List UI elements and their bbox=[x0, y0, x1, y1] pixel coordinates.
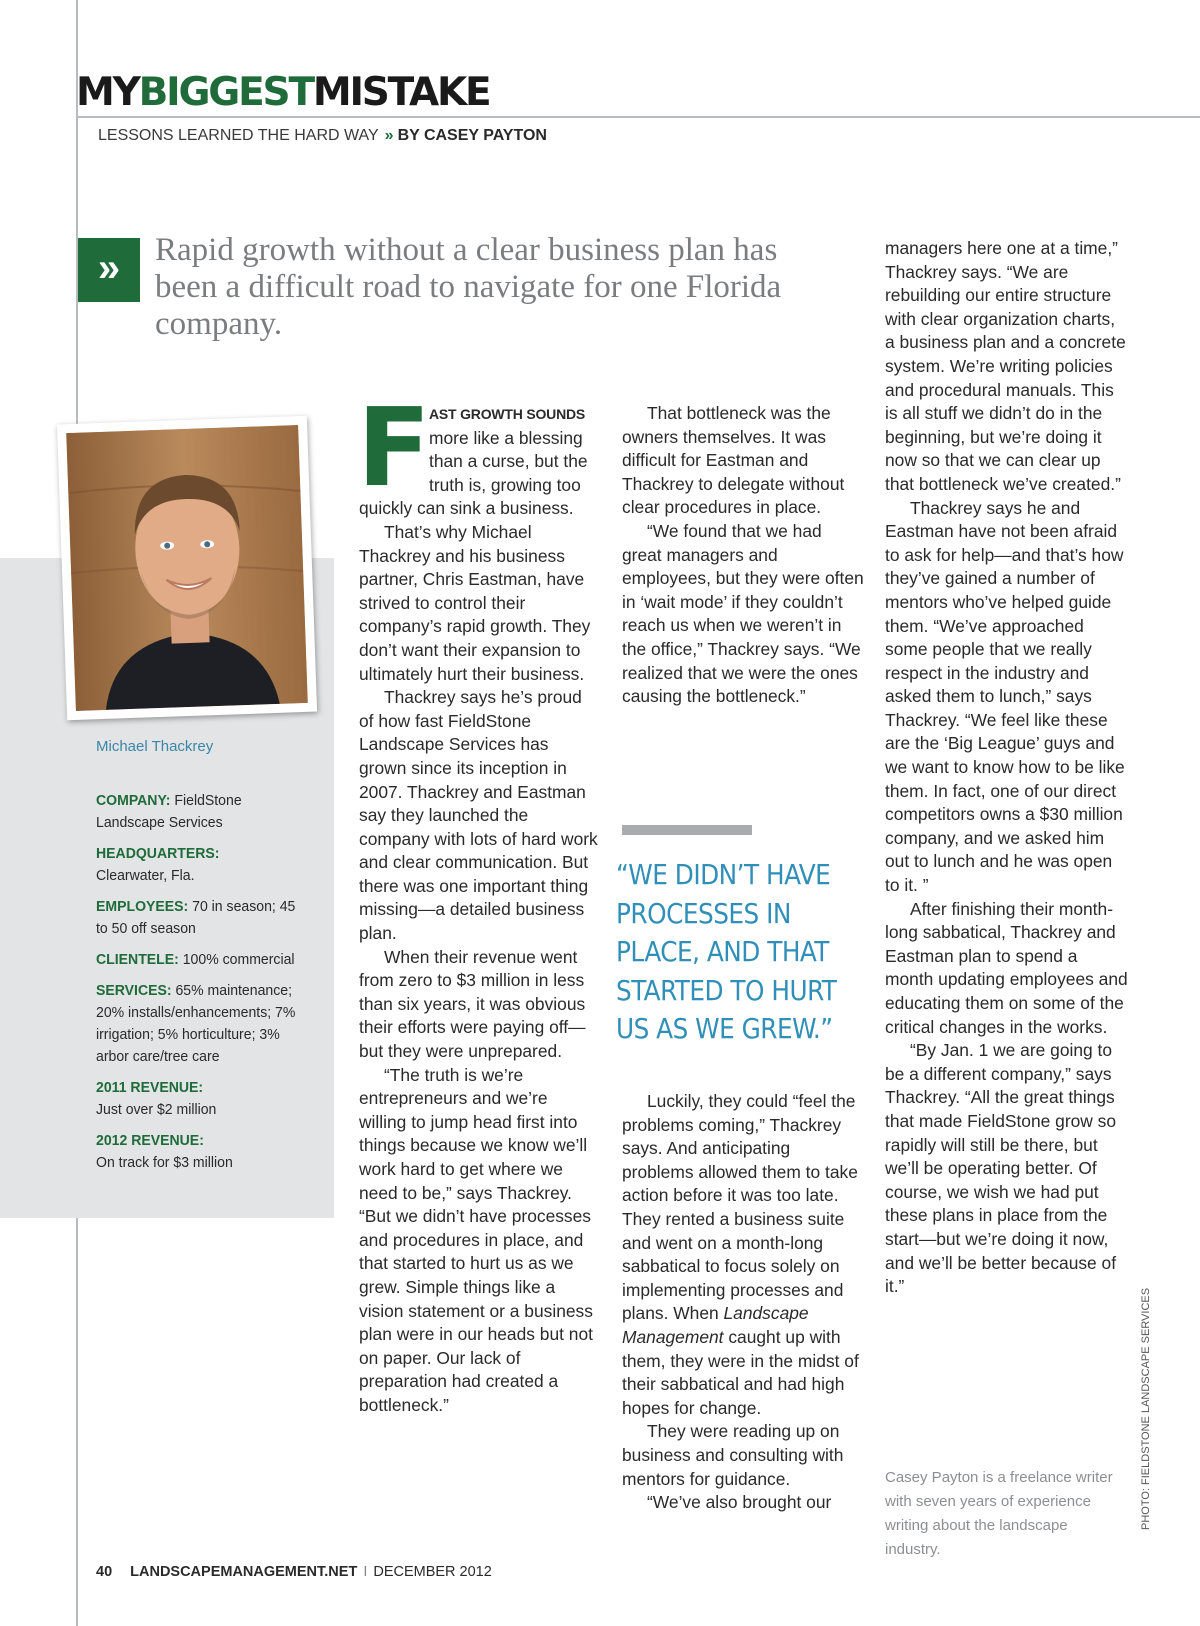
article-paragraph: That bottleneck was the owners themselves. It was difficult for Eastman and Thackrey to delegate without clear procedures in place. bbox=[622, 403, 845, 518]
portrait-photo bbox=[66, 425, 308, 711]
intro-deck: Rapid growth without a clear business plan has been a difficult road to navigate for one Florida company. bbox=[155, 232, 782, 342]
fact-headquarters: HEADQUARTERS: Clearwater, Fla. bbox=[96, 846, 220, 884]
article-paragraph: Thackrey says he and Eastman have not been afraid to ask for help—and that’s how they’ve gained a number of mentors who’ve helped guide them. “We’ve approached some people that we really respect in the industry and asked them to lunch,” says Thackrey. “We feel like these are the ‘Big League’ guys and we want to know how to be like them. In fact, one of our direct competitors owns a $30 million company, and we asked him out to lunch and he was open to it. ” bbox=[885, 497, 1125, 896]
article-paragraph: When their revenue went from zero to $3 million in less than six years, it was obvious their efforts were paying off—but they were unprepared. bbox=[359, 946, 586, 1062]
pullquote-rule bbox=[622, 825, 752, 835]
title-word-biggest: BIGGEST bbox=[138, 70, 313, 115]
article-paragraph: After finishing their month-long sabbatical, Thackrey and Eastman plan to spend a month updating employees and educating them on some of the critical changes in the works. bbox=[885, 898, 1128, 1037]
lead-in: AST GROWTH SOUNDS bbox=[429, 406, 586, 422]
author-bio: Casey Payton is a freelance writer with seven years of experience writing about the landscape industry. bbox=[885, 1469, 1113, 1558]
chevron-badge-icon: » bbox=[78, 238, 140, 302]
article-column-2-continued bbox=[622, 1090, 864, 1515]
portrait-illustration bbox=[66, 425, 308, 711]
article-paragraph: “We’ve also brought our bbox=[647, 1492, 832, 1513]
article-column-3 bbox=[885, 237, 1129, 1299]
photo-caption: Michael Thackrey bbox=[96, 738, 214, 755]
dek-line bbox=[98, 124, 547, 148]
page-footer bbox=[96, 1564, 492, 1580]
pull-quote: “WE DIDN’T HAVE PROCESSES IN PLACE, AND THAT STARTED TO HURT US AS WE GREW.” bbox=[616, 859, 837, 1045]
footer-date: DECEMBER 2012 bbox=[373, 1564, 492, 1580]
article-column-1 bbox=[357, 386, 599, 1418]
header-rule bbox=[76, 116, 1200, 118]
fact-company: COMPANY: FieldStone Landscape Services bbox=[96, 793, 242, 831]
fact-clientele: CLIENTELE: 100% commercial bbox=[96, 952, 295, 968]
drop-cap: F bbox=[357, 386, 431, 511]
article-paragraph: “The truth is we’re entrepreneurs and we’re willing to jump head first into things because we know we’ll work hard to get where we need to be,” says Thackrey. “But we didn’t have processes and procedures in place, and that started to hurt us as we grew. Simple things like a vision statement or a business plan were in our heads but not on paper. Our lack of preparation had created a bottleneck.” bbox=[359, 1064, 593, 1415]
title-word-mistake: MISTAKE bbox=[312, 70, 490, 115]
page-number: 40 bbox=[96, 1564, 113, 1580]
fact-services: SERVICES: 65% maintenance; 20% installs/enhancements; 7% irrigation; 5% horticulture; 3% arbor care/tree care bbox=[96, 983, 296, 1065]
article-paragraph: That’s why Michael Thackrey and his business partner, Chris Eastman, have strived to control their company’s rapid growth. They don’t want their expansion to ultimately hurt their business. bbox=[359, 521, 591, 684]
section-title bbox=[76, 66, 490, 120]
article-paragraph: F AST GROWTH SOUNDS more like a blessing than a curse, but the truth is, growing too quickly can sink a business. bbox=[357, 386, 588, 519]
article-paragraph: They were reading up on business and consulting with mentors for guidance. bbox=[622, 1421, 844, 1489]
title-word-my: MY bbox=[76, 70, 139, 115]
dek-text: LESSONS LEARNED THE HARD WAY bbox=[98, 127, 379, 144]
footer-site: LANDSCAPEMANAGEMENT.NET bbox=[130, 1564, 358, 1580]
chevron-right-icon: » bbox=[384, 127, 394, 144]
footer-separator: I bbox=[363, 1564, 368, 1580]
portrait-photo-frame bbox=[57, 416, 317, 721]
article-paragraph: “We found that we had great managers and employees, but they were often in ‘wait mode’ if they couldn’t reach us when we weren’t in the office,” Thackrey says. “We realized that we were the ones causing the bottleneck.” bbox=[622, 520, 864, 707]
article-paragraph: “By Jan. 1 we are going to be a different company,” says Thackrey. “All the great things that made FieldStone grow so rapidly will still be there, but we’ll be operating better. Of course, we wish we had put these plans in place from the start—but we’re doing it now, and we’ll be better because of it.” bbox=[885, 1040, 1117, 1297]
company-facts bbox=[96, 790, 316, 1183]
article-paragraph: Luckily, they could “feel the problems coming,” Thackrey says. And anticipating problems allowed them to take action before it was too late. They rented a business suite and went on a month-long sabbatical to focus solely on implementing processes and plans. When Landscape Management caught up with them, they were in the midst of their sabbatical and had high hopes for change. bbox=[622, 1091, 859, 1418]
article-column-2 bbox=[622, 402, 864, 709]
article-paragraph: managers here one at a time,” Thackrey says. “We are rebuilding our entire structure with clear organization charts, a business plan and a concrete system. We’re writing policies and procedural manuals. This is all stuff we didn’t do in the beginning, but we’re doing it now so that we can clear up that bottleneck we’ve created.” bbox=[885, 238, 1126, 494]
byline: BY CASEY PAYTON bbox=[397, 127, 547, 144]
fact-employees: EMPLOYEES: 70 in season; 45 to 50 off season bbox=[96, 899, 296, 937]
photo-credit: PHOTO: FIELDSTONE LANDSCAPE SERVICES bbox=[1140, 1287, 1152, 1530]
publication-name: Landscape Management bbox=[622, 1303, 809, 1347]
article-paragraph: Thackrey says he’s proud of how fast FieldStone Landscape Services has grown since its inception in 2007. Thackrey and Eastman say they launched the company with lots of hard work and clear communication. But there was one important thing missing—a detailed business plan. bbox=[359, 687, 598, 944]
fact-2012-revenue: 2012 REVENUE: On track for $3 million bbox=[96, 1133, 233, 1171]
fact-2011-revenue: 2011 REVENUE: Just over $2 million bbox=[96, 1080, 217, 1118]
